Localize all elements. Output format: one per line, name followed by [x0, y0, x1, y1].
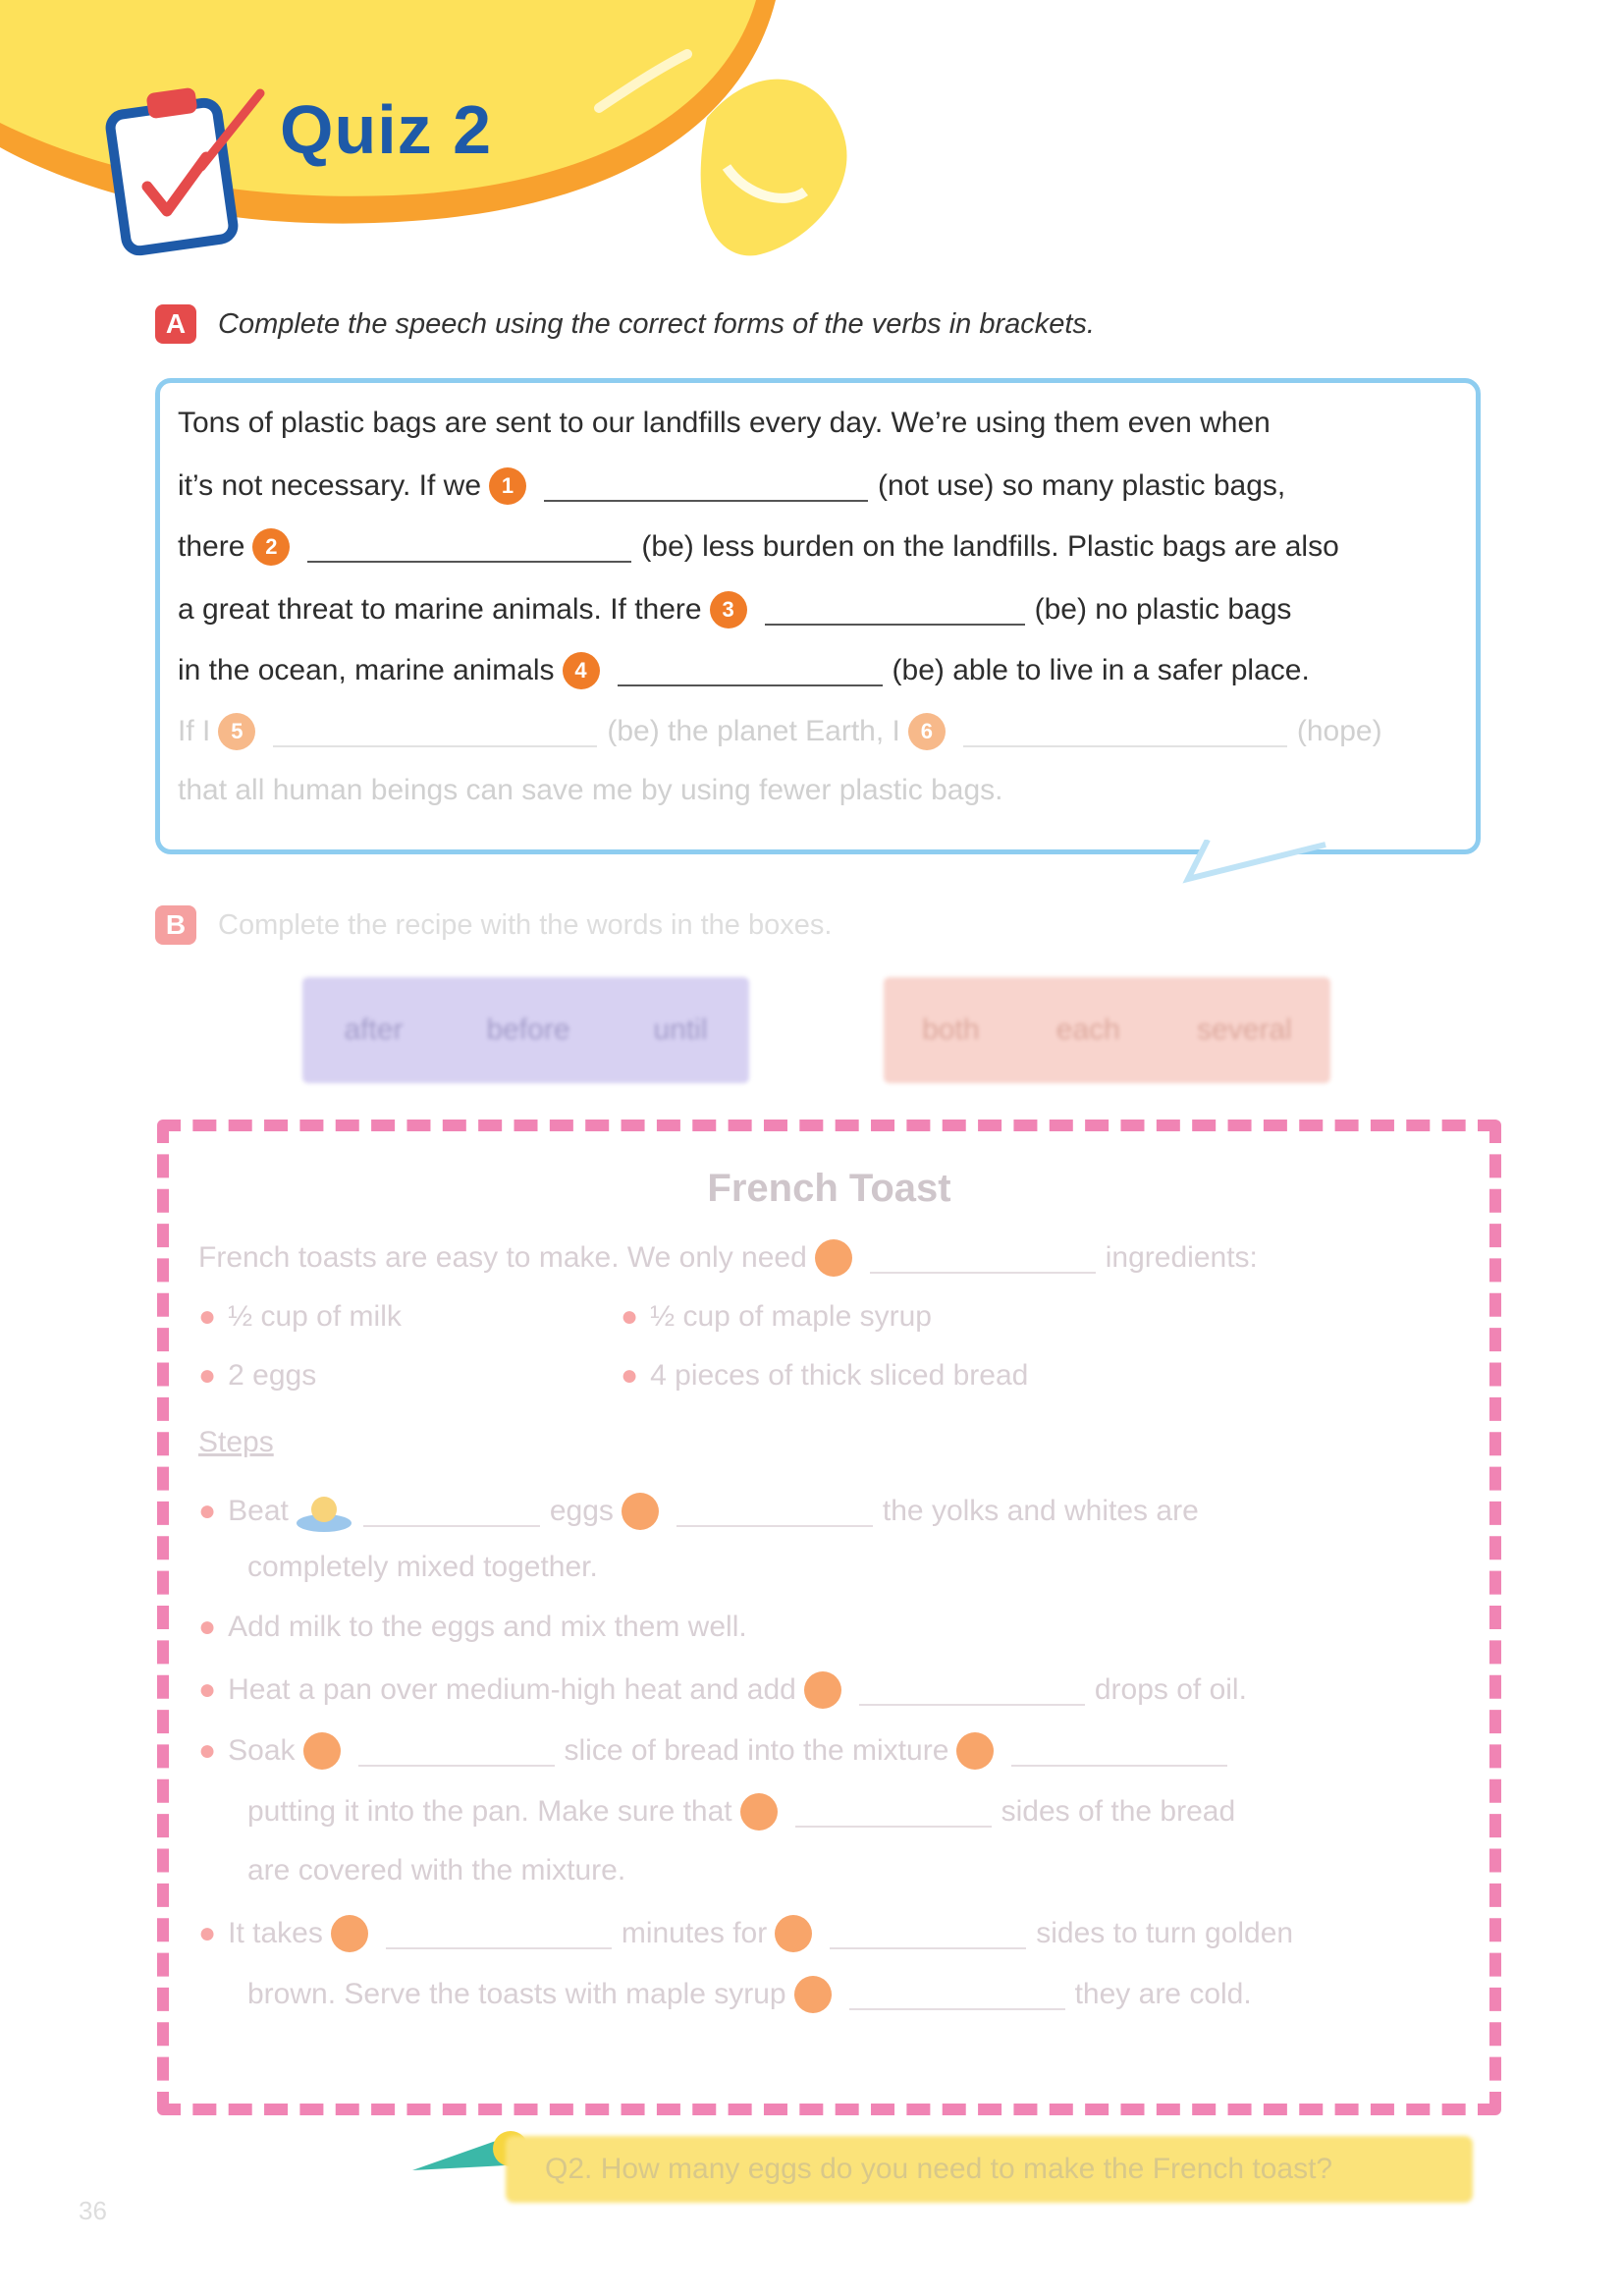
steps-label: Steps [198, 1426, 274, 1458]
blank-marker [804, 1671, 841, 1709]
speech-text: (be) less burden on the landfills. Plastic bags are also [641, 530, 1339, 563]
speech-line-3 [178, 528, 1339, 566]
blank-number-3: 3 [710, 591, 747, 629]
recipe-text: they are cold. [1074, 1978, 1252, 2010]
word-option: after [344, 1013, 404, 1046]
answer-blank[interactable] [859, 1674, 1085, 1706]
recipe-text: brown. Serve the toasts with maple syrup [247, 1978, 786, 2010]
speech-bubble-tail [1178, 840, 1355, 889]
speech-line-6 [178, 713, 1382, 750]
ingredient-text: 2 eggs [228, 1359, 317, 1392]
answer-blank[interactable] [386, 1918, 612, 1949]
answer-blank-3[interactable] [765, 594, 1025, 626]
speech-line-2 [178, 467, 1285, 505]
recipe-text: minutes for [621, 1917, 768, 1949]
recipe-text: It takes [228, 1917, 323, 1949]
recipe-text: Heat a pan over medium-high heat and add [228, 1673, 796, 1706]
bullet-icon: ● [198, 1917, 217, 1949]
bullet-icon: ● [198, 1611, 217, 1643]
word-option: both [922, 1013, 980, 1046]
step-5-cont [247, 1976, 1252, 2013]
whisk-bowl-icon [295, 1490, 353, 1533]
bullet-icon: ● [198, 1300, 217, 1333]
answer-blank-5[interactable] [273, 716, 597, 747]
word-option: each [1055, 1013, 1120, 1046]
section-a-instruction: Complete the speech using the correct forms of the verbs in brackets. [218, 308, 1095, 340]
step-1-cont: completely mixed together. [247, 1551, 598, 1583]
bullet-icon: ● [198, 1734, 217, 1767]
speech-line-7 [178, 774, 1002, 807]
bullet-icon: ● [198, 1359, 217, 1392]
page-number: 36 [79, 2196, 107, 2225]
answer-blank[interactable] [363, 1496, 540, 1527]
section-b-instruction: Complete the recipe with the words in the boxes. [218, 909, 833, 941]
speech-text: (be) no plastic bags [1034, 593, 1292, 626]
blank-marker [815, 1239, 852, 1277]
answer-blank[interactable] [358, 1735, 555, 1767]
recipe-text: putting it into the pan. Make sure that [247, 1795, 732, 1828]
word-option: before [486, 1013, 570, 1046]
step-4-cont [247, 1793, 1235, 1831]
question-text: Q2. How many eggs do you need to make the French toast? [545, 2153, 1333, 2185]
page-title: Quiz 2 [280, 91, 493, 168]
step-5 [198, 1915, 1293, 1952]
speech-line-5 [178, 652, 1310, 689]
blank-marker [775, 1915, 812, 1952]
answer-blank[interactable] [676, 1496, 873, 1527]
recipe-text: drops of oil. [1094, 1673, 1247, 1706]
speech-text: (be) the planet Earth, I [607, 715, 900, 747]
word-box-1 [302, 977, 749, 1083]
step-2 [198, 1611, 747, 1644]
answer-blank-6[interactable] [963, 716, 1287, 747]
recipe-text: slice of bread into the mixture [564, 1734, 949, 1767]
blank-number-2: 2 [252, 528, 290, 566]
recipe-text: Beat [228, 1495, 289, 1527]
ingredient-text: 4 pieces of thick sliced bread [650, 1359, 1029, 1392]
recipe-text: eggs [549, 1495, 614, 1527]
recipe-text: Add milk to the eggs and mix them well. [228, 1611, 747, 1643]
speech-box [155, 378, 1481, 854]
recipe-card [157, 1120, 1501, 2115]
step-4-end: are covered with the mixture. [247, 1854, 626, 1886]
ingredient-item [198, 1300, 402, 1334]
blank-number-6: 6 [908, 713, 946, 750]
word-box-2 [884, 977, 1330, 1083]
blank-marker [740, 1793, 778, 1831]
ingredient-text: ½ cup of milk [228, 1300, 402, 1333]
speech-text: it’s not necessary. If we [178, 469, 482, 502]
blank-number-4: 4 [563, 652, 600, 689]
speech-text: that all human beings can save me by using fewer plastic bags. [178, 774, 1003, 806]
answer-blank[interactable] [795, 1796, 992, 1828]
step-4 [198, 1732, 1237, 1770]
clipboard-check-icon [103, 79, 270, 265]
section-a-badge: A [155, 304, 196, 344]
answer-blank-1[interactable] [544, 470, 868, 502]
ingredient-item [621, 1359, 1028, 1393]
bullet-icon: ● [621, 1300, 639, 1333]
recipe-text: sides to turn golden [1036, 1917, 1294, 1949]
blank-marker [956, 1732, 994, 1770]
recipe-title: French Toast [707, 1167, 951, 1210]
speech-text: (hope) [1296, 715, 1382, 747]
recipe-text: the yolks and whites are [882, 1495, 1199, 1527]
word-option: until [653, 1013, 708, 1046]
speech-text: (not use) so many plastic bags, [878, 469, 1286, 502]
answer-blank[interactable] [830, 1918, 1026, 1949]
ingredient-text: ½ cup of maple syrup [650, 1300, 932, 1333]
recipe-text: Soak [228, 1734, 296, 1767]
answer-blank[interactable] [1011, 1735, 1227, 1767]
word-option: several [1197, 1013, 1292, 1046]
blank-marker [303, 1732, 341, 1770]
recipe-text: French toasts are easy to make. We only need [198, 1241, 807, 1274]
answer-blank-2[interactable] [307, 531, 631, 563]
blank-marker [331, 1915, 368, 1952]
answer-blank-4[interactable] [618, 655, 883, 686]
speech-text: Tons of plastic bags are sent to our landfills every day. We’re using them even when [178, 407, 1271, 439]
section-b-badge: B [155, 905, 196, 945]
bullet-icon: ● [621, 1359, 639, 1392]
recipe-intro [198, 1239, 1258, 1277]
blank-number-1: 1 [489, 467, 526, 505]
speech-text: in the ocean, marine animals [178, 654, 555, 686]
recipe-text: sides of the bread [1001, 1795, 1236, 1828]
step-3 [198, 1671, 1247, 1709]
bullet-icon: ● [198, 1673, 217, 1706]
speech-line-1 [178, 407, 1271, 440]
speech-text: (be) able to live in a safer place. [892, 654, 1310, 686]
recipe-text: ingredients: [1105, 1241, 1258, 1274]
speech-text: a great threat to marine animals. If there [178, 593, 702, 626]
step-1 [198, 1490, 1199, 1533]
ingredient-item [621, 1300, 932, 1334]
speech-text: If I [178, 715, 211, 747]
speech-text: there [178, 530, 245, 563]
answer-blank[interactable] [849, 1979, 1065, 2010]
bullet-icon: ● [198, 1495, 217, 1527]
speech-line-4 [178, 591, 1291, 629]
ingredient-item [198, 1359, 316, 1393]
answer-blank[interactable] [870, 1242, 1096, 1274]
blank-marker [622, 1493, 659, 1530]
blank-marker [794, 1976, 832, 2013]
blank-number-5: 5 [218, 713, 255, 750]
